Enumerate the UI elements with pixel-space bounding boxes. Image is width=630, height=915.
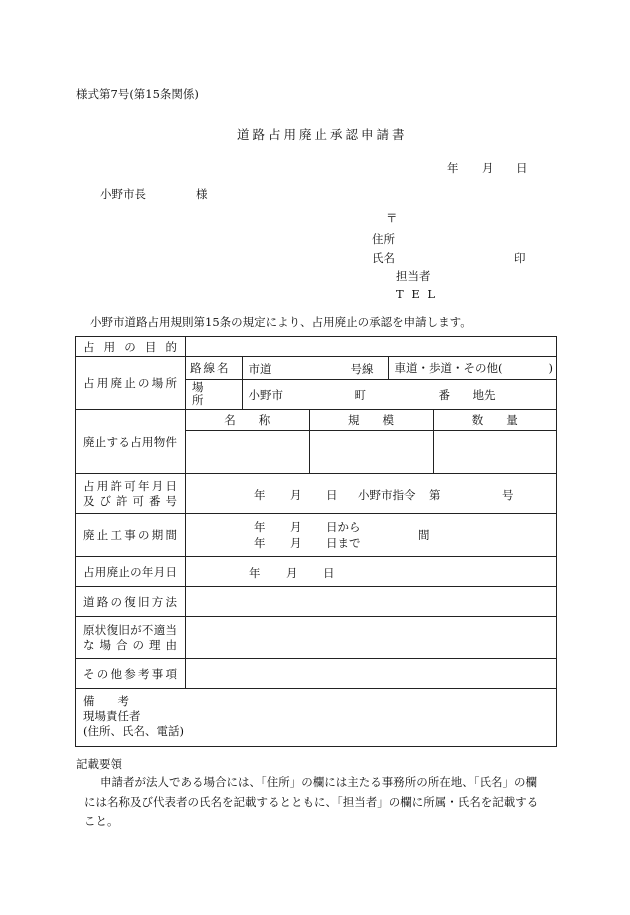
permit-label-1: 占用許可年月日 <box>83 478 177 493</box>
notes-line-3: こと。 <box>84 814 119 828</box>
site-manager-label: 現場責任者 <box>83 709 141 723</box>
form-title: 道路占用廃止承認申請書 <box>237 127 408 142</box>
name-label: 氏名 <box>372 251 395 265</box>
reason-label-2: な場合の理由 <box>83 637 177 652</box>
location-label: 占用廃止の場所 <box>83 376 177 390</box>
permit-dai-label: 第 <box>429 487 441 502</box>
honorific: 様 <box>196 187 208 201</box>
city-road-label: 市道 <box>248 361 272 376</box>
notes-heading: 記載要領 <box>76 757 122 771</box>
notes-line-2: には名称及び代表者の氏名を記載するとともに、「担当者」の欄に所属・氏名を記載する <box>84 795 539 809</box>
row-restore <box>76 587 557 617</box>
abolish-date-label: 占用廃止の年月日 <box>83 564 177 579</box>
reason-label-1: 原状復旧が不適当 <box>83 622 177 637</box>
wp-from-month: 月 <box>290 520 302 534</box>
row-reason <box>76 617 557 659</box>
ad-month-label: 月 <box>286 565 298 580</box>
route-no-label: 号線 <box>350 361 374 376</box>
permit-label-2: 及び許可番号 <box>83 493 177 508</box>
col-qty-header: 数 量 <box>433 410 556 430</box>
items-label: 廃止する占用物件 <box>83 434 177 449</box>
purpose-label: 占用の目的 <box>83 339 177 354</box>
other-field[interactable] <box>186 659 557 689</box>
town-label: 町 <box>354 388 366 403</box>
wp-from-year: 年 <box>254 520 266 534</box>
item-qty-field[interactable] <box>433 430 556 473</box>
place-field[interactable] <box>242 379 556 409</box>
row-items <box>76 410 557 474</box>
restore-label: 道路の復旧方法 <box>83 594 177 609</box>
wp-to-day: 日まで <box>326 536 361 550</box>
row-work-period <box>76 514 557 557</box>
route-name-label: 路線名 <box>186 357 242 379</box>
row-other <box>76 659 557 689</box>
remarks-label: 備 考 <box>83 694 129 708</box>
purpose-field[interactable] <box>186 337 557 357</box>
permit-month-label: 月 <box>290 487 302 502</box>
date-month-label: 月 <box>482 161 494 175</box>
abolish-date-field[interactable] <box>186 557 557 587</box>
block-label: 番 <box>438 388 450 403</box>
site-manager-detail: (住所、氏名、電話) <box>83 724 184 738</box>
reason-field[interactable] <box>186 617 557 659</box>
place-label-2: 所 <box>192 393 204 408</box>
place-label-1: 場 <box>192 380 204 395</box>
road-type-field[interactable] <box>388 357 556 379</box>
date-day-label: 日 <box>516 161 528 175</box>
col-name-header: 名 称 <box>186 410 309 430</box>
ad-year-label: 年 <box>249 565 261 580</box>
col-scale-header: 規 模 <box>309 410 433 430</box>
intro-text: 小野市道路占用規則第15条の規定により、占用廃止の承認を申請します。 <box>90 315 472 329</box>
road-type-label: 車道・歩道・その他( ) <box>394 360 553 375</box>
permit-field[interactable] <box>186 474 557 514</box>
other-label: その他参考事項 <box>83 666 177 681</box>
permit-go-label: 号 <box>502 487 514 502</box>
item-scale-field[interactable] <box>309 430 433 473</box>
wp-to-year: 年 <box>254 536 266 550</box>
work-period-field[interactable] <box>186 514 557 557</box>
remarks-field[interactable] <box>76 689 557 747</box>
ad-day-label: 日 <box>323 565 335 580</box>
item-name-field[interactable] <box>186 430 309 473</box>
postal-mark: 〒 <box>386 211 398 225</box>
row-purpose <box>76 337 557 357</box>
row-permit <box>76 474 557 514</box>
notes-line-1: 申請者が法人である場合には、「住所」の欄には主たる事務所の所在地、「氏名」の欄 <box>100 775 537 789</box>
date-year-label: 年 <box>447 161 459 175</box>
permit-year-label: 年 <box>254 487 266 502</box>
wp-to-month: 月 <box>290 536 302 550</box>
seal-mark: 印 <box>514 251 526 265</box>
restore-field[interactable] <box>186 587 557 617</box>
tel-label: T E L <box>396 287 438 301</box>
addressee: 小野市長 <box>100 187 146 201</box>
address-label: 住所 <box>372 232 395 246</box>
permit-day-label: 日 <box>326 487 338 502</box>
lot-label: 地先 <box>472 388 496 403</box>
form-number: 様式第7号(第15条関係) <box>76 87 199 101</box>
contact-label: 担当者 <box>396 269 431 283</box>
work-period-label: 廃止工事の期間 <box>83 528 177 542</box>
row-remarks <box>76 689 557 747</box>
row-location <box>76 357 557 410</box>
permit-designation-label: 小野市指令 <box>358 487 416 502</box>
route-field[interactable] <box>242 357 388 379</box>
application-table <box>75 336 557 747</box>
wp-from-day: 日から <box>326 520 361 534</box>
row-abolish-date <box>76 557 557 587</box>
wp-period-label: 間 <box>418 528 430 542</box>
city-label: 小野市 <box>248 388 283 403</box>
